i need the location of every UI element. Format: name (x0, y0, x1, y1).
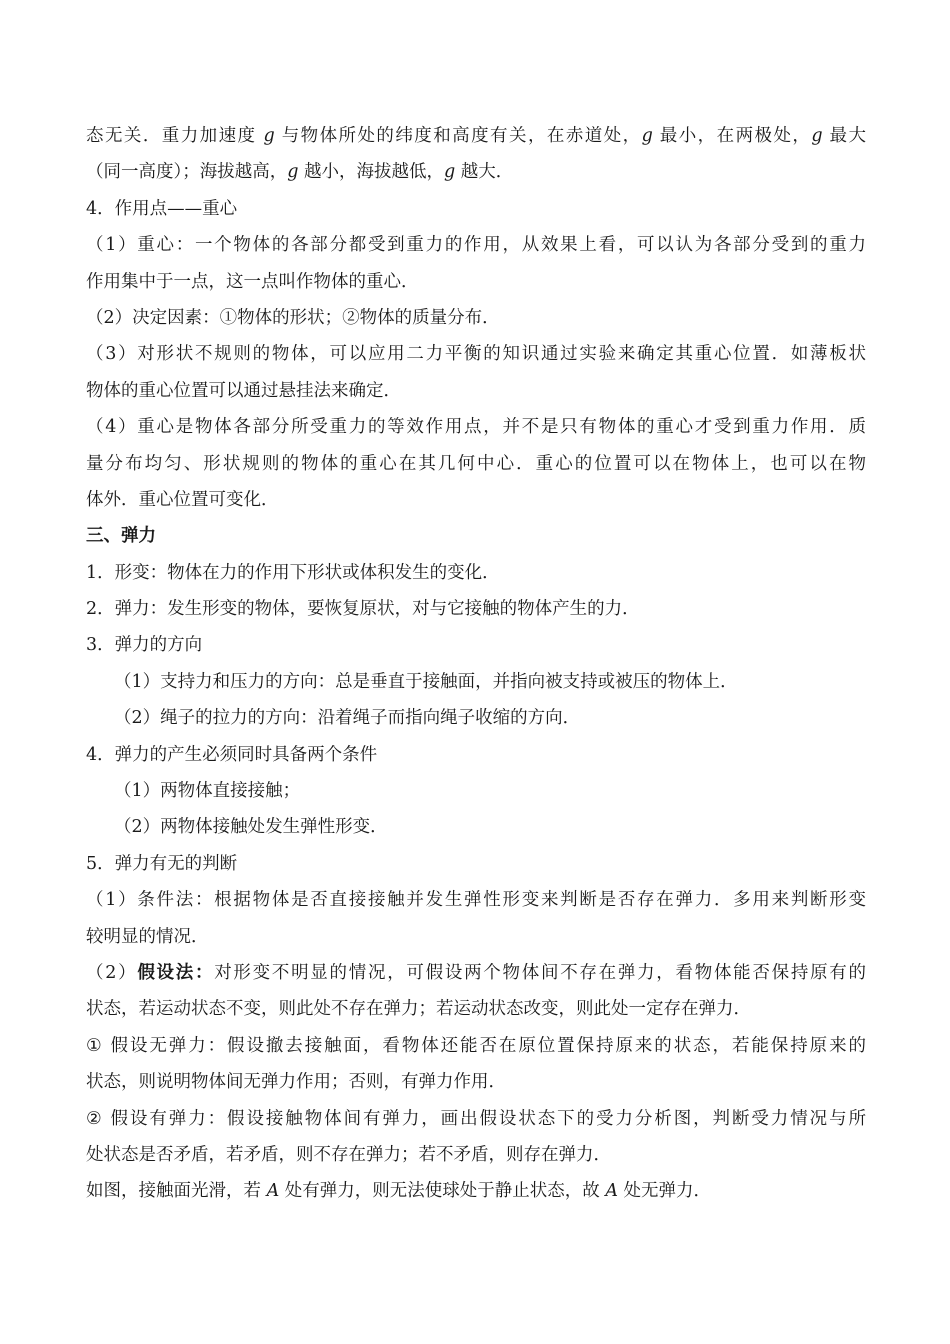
text-line: （3）对形状不规则的物体，可以应用二力平衡的知识通过实验来确定其重心位置．如薄板状 (86, 344, 866, 365)
variable-g: g (263, 126, 275, 146)
variable-A: A (266, 1181, 280, 1202)
text-line: （1）两物体直接接触； (114, 781, 301, 802)
subheading: 3．弹力的方向 (86, 635, 203, 656)
text-line: 状态，若运动状态不变，则此处不存在弹力；若运动状态改变，则此处一定存在弹力． (86, 999, 751, 1020)
text-line: （2）假设法：对形变不明显的情况，可假设两个物体间不存在弹力，看物体能否保持原有的 (86, 962, 867, 983)
variable-g: g (641, 126, 653, 146)
document-page (86, 118, 866, 1210)
text-line: 态无关．重力加速度 g 与物体所处的纬度和高度有关，在赤道处，g 最小，在两极处，g 最大 (86, 126, 866, 146)
text-line: ② 假设有弹力：假设接触物体间有弹力，画出假设状态下的受力分析图，判断受力情况与所 (86, 1108, 866, 1129)
variable-g: g (287, 162, 299, 183)
text-line: （2）两物体接触处发生弹性形变． (114, 817, 388, 838)
circled-number: ① (86, 1035, 104, 1056)
variable-g: g (444, 162, 456, 183)
variable-g: g (811, 126, 823, 146)
subheading: 4．弹力的产生必须同时具备两个条件 (86, 744, 378, 765)
text-line: 量分布均匀、形状规则的物体的重心在其几何中心．重心的位置可以在物体上，也可以在物 (86, 453, 866, 474)
text-line: 2．弹力：发生形变的物体，要恢复原状，对与它接触的物体产生的力． (86, 599, 640, 620)
text-line: 状态，则说明物体间无弹力作用；否则，有弹力作用． (86, 1072, 506, 1093)
circled-number: ② (86, 1108, 104, 1129)
text-line: 1．形变：物体在力的作用下形状或体积发生的变化． (86, 562, 500, 583)
text-line: （1）重心：一个物体的各部分都受到重力的作用，从效果上看，可以认为各部分受到的重力 (86, 235, 866, 256)
text-line: （2）绳子的拉力的方向：沿着绳子而指向绳子收缩的方向． (114, 708, 581, 729)
text-line: （1）支持力和压力的方向：总是垂直于接触面，并指向被支持或被压的物体上． (114, 671, 738, 692)
text-line: （1）条件法：根据物体是否直接接触并发生弹性形变来判断是否存在弹力．多用来判断形变 (86, 890, 866, 911)
text-line: 物体的重心位置可以通过悬挂法来确定． (86, 380, 401, 401)
text-line: （4）重心是物体各部分所受重力的等效作用点，并不是只有物体的重心才受到重力作用．质 (86, 417, 866, 438)
variable-A: A (605, 1181, 618, 1202)
term-emphasis: 假设法： (137, 962, 215, 983)
text-line: 作用集中于一点，这一点叫作物体的重心． (86, 271, 419, 292)
text-line: （2）决定因素：①物体的形状；②物体的质量分布． (86, 307, 500, 328)
text-line: 处状态是否矛盾，若矛盾，则不存在弹力；若不矛盾，则存在弹力． (86, 1144, 611, 1165)
subheading: 4．作用点——重心 (86, 198, 238, 219)
text-line: ① 假设无弹力：假设撤去接触面，看物体还能否在原位置保持原来的状态，若能保持原来的 (86, 1035, 866, 1056)
text-line: 较明显的情况． (86, 926, 209, 947)
text-line: （同一高度）；海拔越高，g 越小，海拔越低，g 越大． (86, 162, 514, 183)
text-line: 体外．重心位置可变化． (86, 489, 279, 510)
subheading: 5．弹力有无的判断 (86, 853, 238, 874)
section-heading: 三、弹力 (86, 526, 156, 547)
text-line: 如图，接触面光滑，若 A 处有弹力，则无法使球处于静止状态，故 A 处无弹力． (86, 1181, 712, 1202)
